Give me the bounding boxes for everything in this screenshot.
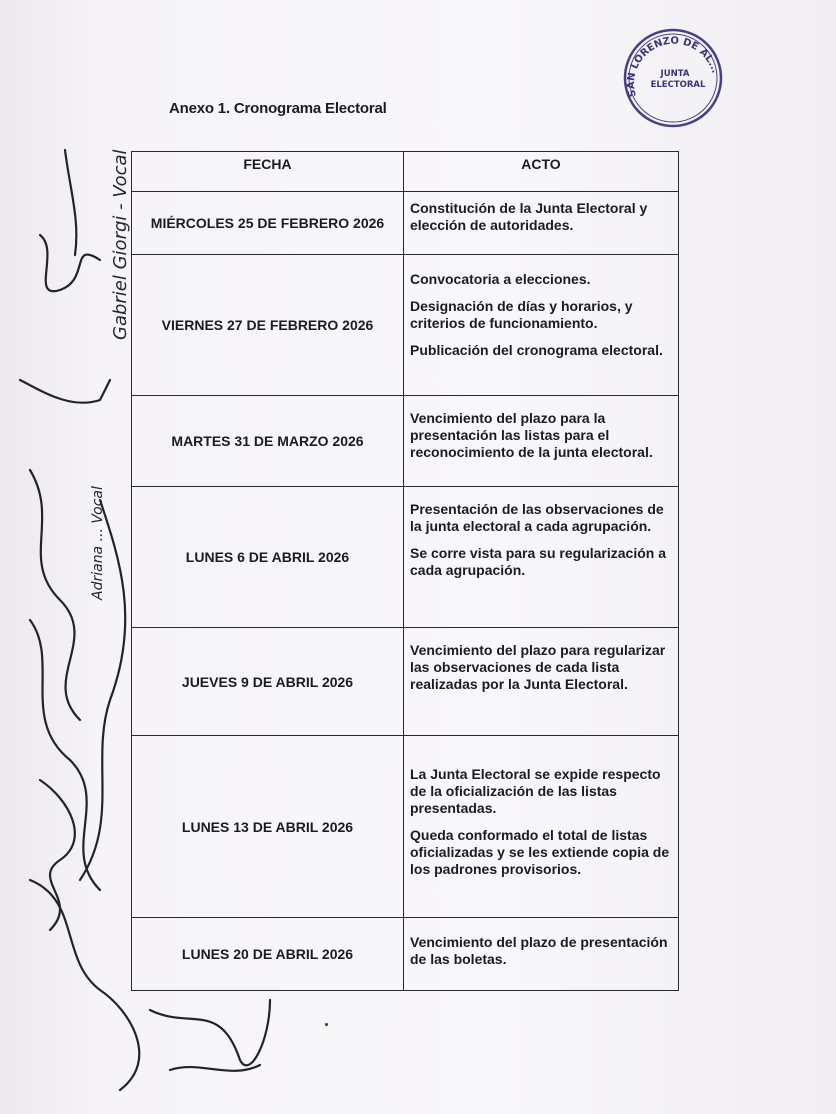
acto-cell xyxy=(404,255,679,396)
acto-cell xyxy=(404,736,679,918)
acto-cell xyxy=(404,396,679,487)
page-title: Anexo 1. Cronograma Electoral xyxy=(169,100,387,117)
header-fecha: FECHA xyxy=(132,152,404,192)
acto-text: Constitución de la Junta Electoral y elección de autoridades. xyxy=(410,200,648,233)
table-row xyxy=(132,396,679,487)
acto-text: Vencimiento del plazo para la presentación las listas para el reconocimiento de la junta electoral. xyxy=(410,410,653,460)
schedule-table xyxy=(131,151,679,991)
ink-dot xyxy=(325,1023,328,1026)
acto-cell xyxy=(404,487,679,628)
table-row xyxy=(132,736,679,918)
acto-cell xyxy=(404,918,679,991)
handwritten-note: Adriana ... Vocal xyxy=(90,486,106,600)
table-row xyxy=(132,628,679,736)
table-row xyxy=(132,192,679,255)
fecha-cell: JUEVES 9 DE ABRIL 2026 xyxy=(132,628,404,736)
table-row xyxy=(132,487,679,628)
acto-text: Presentación de las observaciones de la junta electoral a cada agrupación. xyxy=(410,501,664,534)
acto-text: Publicación del cronograma electoral. xyxy=(410,342,663,358)
fecha-cell: LUNES 6 DE ABRIL 2026 xyxy=(132,487,404,628)
header-acto: ACTO xyxy=(404,152,679,192)
acto-cell xyxy=(404,628,679,736)
stamp-line-2: ELECTORAL xyxy=(650,80,706,90)
acto-text: Designación de días y horarios, y criterios de funcionamiento. xyxy=(410,298,633,331)
table-header-row xyxy=(132,152,679,192)
acto-text: Queda conformado el total de listas oficializadas y se les extiende copia de los padrones provisorios. xyxy=(410,827,670,877)
acto-text: Convocatoria a elecciones. xyxy=(410,271,591,287)
handwritten-note: Gabriel Giorgi - Vocal xyxy=(110,149,131,340)
stamp-seal-icon xyxy=(618,26,728,130)
stamp-line-1: JUNTA xyxy=(660,69,690,79)
table-row xyxy=(132,918,679,991)
acto-text: Se corre vista para su regularización a cada agrupación. xyxy=(410,545,667,578)
fecha-cell: MIÉRCOLES 25 DE FEBRERO 2026 xyxy=(132,192,404,255)
acto-cell xyxy=(404,192,679,255)
fecha-cell: MARTES 31 DE MARZO 2026 xyxy=(132,396,404,487)
acto-text: Vencimiento del plazo para regularizar las observaciones de cada lista realizadas por la Junta Electoral. xyxy=(410,642,666,692)
acto-text: La Junta Electoral se expide respecto de la oficialización de las listas presentadas. xyxy=(410,766,661,816)
fecha-cell: LUNES 20 DE ABRIL 2026 xyxy=(132,918,404,991)
table-row xyxy=(132,255,679,396)
stamp-outer-text: SAN LORENZO DE AL... xyxy=(625,35,721,98)
acto-text: Vencimiento del plazo de presentación de las boletas. xyxy=(410,934,668,967)
fecha-cell: VIERNES 27 DE FEBRERO 2026 xyxy=(132,255,404,396)
fecha-cell: LUNES 13 DE ABRIL 2026 xyxy=(132,736,404,918)
